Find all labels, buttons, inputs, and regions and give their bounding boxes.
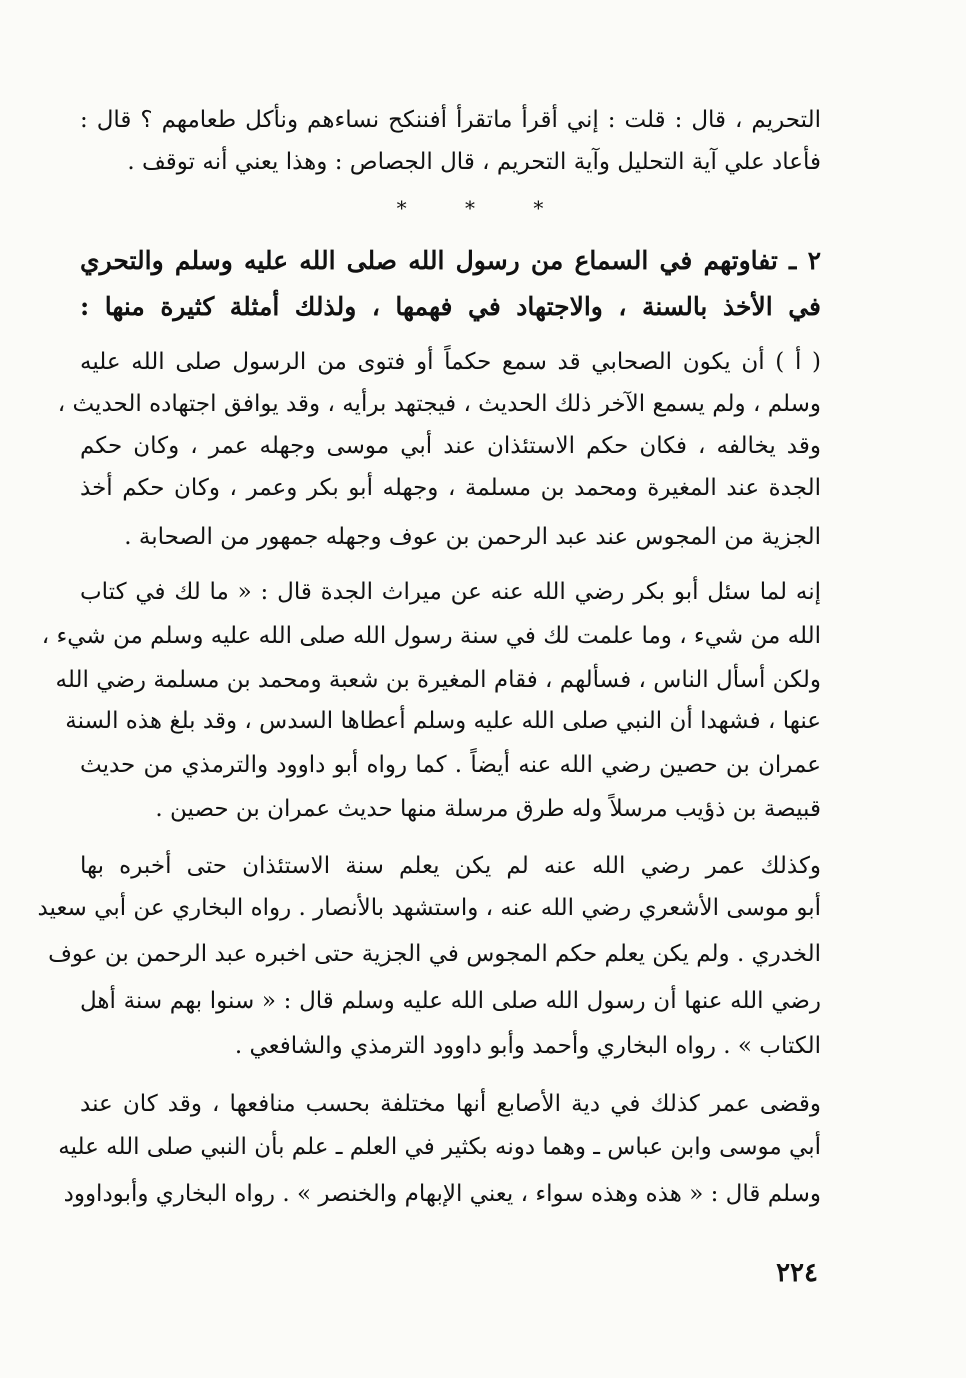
text-line: وقد يخالفه ، فكان حكم الاستئذان عند أبي موسى وجهله عمر ، وكان حكم xyxy=(80,433,821,459)
text-line: عنها ، فشهدا أن النبي صلى الله عليه وسلم أعطاها السدس ، وقد بلغ هذه السنة xyxy=(65,708,821,734)
text-line: فأعاد علي آية التحليل وآية التحريم ، قال الجصاص : وهذا يعني أنه توقف . xyxy=(127,149,821,175)
text-line: وقضى عمر كذلك في دية الأصابع أنها مختلفة بحسب منافعها ، وقد كان عند xyxy=(80,1091,821,1117)
section-separator: * * * xyxy=(396,196,570,220)
text-line: ( أ ) أن يكون الصحابي قد سمع حكماً أو فتوى من الرسول صلى الله عليه xyxy=(80,349,821,375)
text-line: إنه لما سئل أبو بكر رضي الله عنه عن ميراث الجدة قال : « ما لك في كتاب xyxy=(80,579,821,605)
text-line: وسلم قال : « هذه وهذه سواء ، يعني الإبهام والخنصر » . رواه البخاري وأبوداوود xyxy=(63,1181,821,1207)
text-line: الخدري . ولم يكن يعلم حكم المجوس في الجزية حتى اخبره عبد الرحمن بن عوف xyxy=(48,941,821,967)
text-line: الجدة عند المغيرة ومحمد بن مسلمة ، وجهله أبو بكر وعمر ، وكان حكم أخذ xyxy=(80,475,821,501)
text-line: الكتاب » . رواه البخاري وأحمد وأبو داوود الترمذي والشافعي . xyxy=(234,1033,821,1059)
text-line: قبيصة بن ذؤيب مرسلاً وله طرق مرسلة منها حديث عمران بن حصين . xyxy=(155,796,821,822)
text-line: الجزية من المجوس عند عبد الرحمن بن عوف وجهله جمهور من الصحابة . xyxy=(124,524,821,550)
text-line: أبي موسى وابن عباس ـ وهما دونه بكثير في العلم ـ علم بأن النبي صلى الله عليه xyxy=(58,1134,821,1160)
text-line: ولكن أسأل الناس ، فسألهم ، فقام المغيرة بن شعبة ومحمد بن مسلمة رضي الله xyxy=(55,667,821,693)
text-line: الله من شيء ، وما علمت لك في سنة رسول الله صلى الله عليه وسلم من شيء ، xyxy=(41,623,821,649)
text-line: وكذلك عمر رضي الله عنه لم يكن يعلم سنة الاستئذان حتى أخبره بها xyxy=(80,853,821,879)
heading-line: في الأخذ بالسنة ، والاجتهاد في فهمها ، ولذلك أمثلة كثيرة منها : xyxy=(80,292,821,321)
page-number: ٢٢٤ xyxy=(776,1258,818,1288)
text-line: أبو موسى الأشعري رضي الله عنه ، واستشهد بالأنصار . رواه البخاري عن أبي سعيد xyxy=(37,895,821,921)
heading-line: ٢ ـ تفاوتهم في السماع من رسول الله صلى الله عليه وسلم والتحري xyxy=(80,246,821,275)
text-line: التحريم ، قال : قلت : إني أقرأ ماتقرأ أفننكح نساءهم ونأكل طعامهم ؟ قال : xyxy=(80,107,821,133)
text-line: وسلم ، ولم يسمع الآخر ذلك الحديث ، فيجتهد برأيه ، وقد يوافق اجتهاده الحديث ، xyxy=(57,391,821,417)
text-line: رضي الله عنها أن رسول الله صلى الله عليه وسلم قال : « سنوا بهم سنة أهل xyxy=(80,988,821,1014)
text-line: عمران بن حصين رضي الله عنه أيضاً . كما رواه أبو داوود والترمذي من حديث xyxy=(80,752,821,778)
